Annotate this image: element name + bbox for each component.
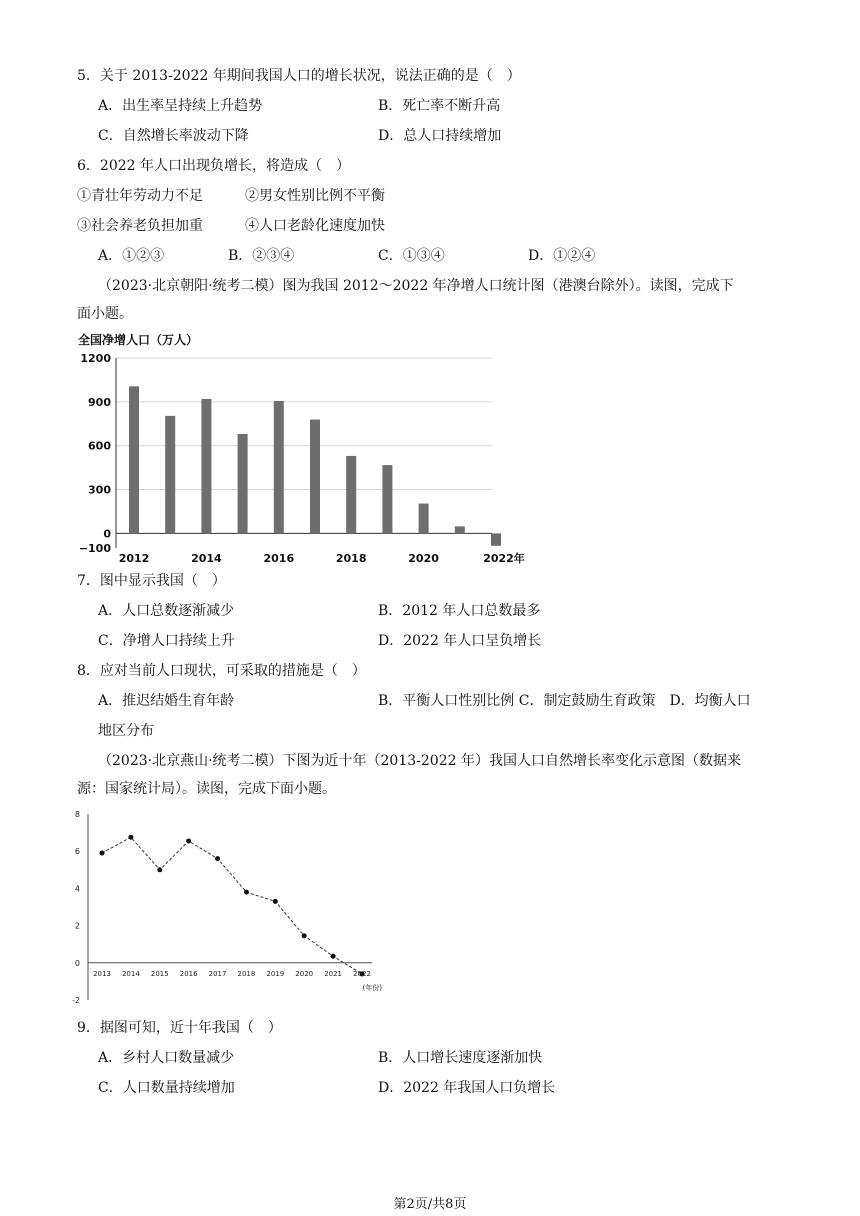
q7-option-b: B．2012 年人口总数最多	[378, 603, 541, 619]
data-point	[273, 899, 278, 904]
q5-option-d: D．总人口持续增加	[378, 128, 502, 144]
q8-option-a: A．推迟结婚生育年龄	[98, 693, 235, 709]
bar	[310, 420, 320, 534]
intro1-line1: （2023·北京朝阳·统考二模）图为我国 2012～2022 年净增人口统计图（港澳台除外）。读图，完成下	[98, 278, 734, 294]
y-tick-label: 0	[74, 958, 80, 968]
data-point	[157, 867, 162, 872]
q6-option-b: B．②③④	[228, 248, 295, 264]
net-population-bar-chart	[76, 330, 525, 570]
data-point	[128, 835, 133, 840]
data-point	[331, 954, 336, 959]
bar	[419, 504, 429, 534]
x-axis-label: (年份)	[362, 983, 382, 992]
x-tick-label: 2016	[179, 969, 198, 978]
bar	[274, 401, 284, 533]
x-tick-label: 2012	[118, 552, 150, 565]
bar	[491, 533, 501, 545]
q6-statement-2: ②男女性别比例不平衡	[245, 188, 385, 204]
data-point	[215, 856, 220, 861]
page-number: 第2页/共8页	[393, 1197, 467, 1212]
y-tick-label: 2	[74, 921, 80, 931]
y-tick-label: -2	[72, 996, 80, 1005]
data-point	[100, 851, 105, 856]
q6-statement-1: ①青壮年劳动力不足	[77, 188, 203, 204]
x-tick-label: 2022	[353, 969, 371, 978]
x-tick-label: 2018	[335, 552, 367, 565]
intro2-line1: （2023·北京燕山·统考二模）下图为近十年（2013-2022 年）我国人口自然增长率变化示意图（数据来	[98, 753, 741, 769]
y-tick-label: 6	[74, 847, 80, 857]
data-point	[302, 933, 307, 938]
intro1-line2: 面小题。	[77, 306, 133, 322]
data-point	[186, 838, 191, 843]
x-tick-label: 2018	[237, 969, 256, 978]
q6-option-a: A．①②③	[98, 248, 165, 264]
q7-option-d: D．2022 年人口呈负增长	[378, 633, 542, 649]
data-point	[244, 890, 249, 895]
q8-options-bcd: B．平衡人口性别比例 C．制定鼓励生育政策 D．均衡人口	[378, 693, 751, 709]
q7-stem: 7．图中显示我国（ ）	[77, 573, 226, 589]
q7-option-a: A．人口总数逐渐减少	[98, 603, 235, 619]
q5-option-c: C．自然增长率波动下降	[98, 128, 249, 144]
q6-option-c: C．①③④	[378, 248, 445, 264]
y-tick-label: 300	[88, 483, 111, 497]
q6-statement-4: ④人口老龄化速度加快	[245, 218, 385, 234]
q9-stem: 9．据图可知，近十年我国（ ）	[77, 1020, 282, 1036]
q9-option-d: D．2022 年我国人口负增长	[378, 1080, 556, 1096]
x-tick-label: 2015	[150, 969, 169, 978]
bar	[346, 456, 356, 533]
x-tick-label: 2014	[191, 552, 222, 565]
q8-stem: 8．应对当前人口现状，可采取的措施是（ ）	[77, 663, 366, 679]
y-tick-label: 8	[74, 810, 80, 819]
q5-stem: 5．关于 2013-2022 年期间我国人口的增长状况，说法正确的是（ ）	[77, 68, 521, 84]
x-tick-label: 2016	[263, 552, 295, 565]
q8-option-d-continued: 地区分布	[98, 723, 154, 739]
intro2-line2: 源：国家统计局）。读图，完成下面小题。	[77, 781, 336, 797]
bar	[129, 386, 139, 533]
x-tick-label: 2013	[93, 969, 111, 978]
q7-option-c: C．净增人口持续上升	[98, 633, 235, 649]
x-tick-label: 2014	[121, 969, 140, 978]
q6-statement-3: ③社会养老负担加重	[77, 218, 203, 234]
y-tick-label: 4	[74, 884, 80, 894]
natural-growth-rate-line-chart	[60, 806, 390, 1012]
q5-option-a: A．出生率呈持续上升趋势	[98, 98, 263, 114]
y-tick-label: 900	[88, 395, 111, 409]
bar	[382, 465, 392, 533]
bar	[165, 416, 175, 534]
q9-option-c: C．人口数量持续增加	[98, 1080, 235, 1096]
growth-rate-line	[102, 837, 362, 974]
y-tick-label: 600	[88, 439, 111, 453]
q5-option-b: B．死亡率不断升高	[378, 98, 501, 114]
q6-option-d: D．①②④	[528, 248, 596, 264]
y-tick-label: 1200	[80, 352, 111, 365]
x-tick-label: 2019	[266, 969, 285, 978]
y-tick-label: 0	[103, 527, 111, 541]
q9-option-b: B．人口增长速度逐渐加快	[378, 1050, 543, 1066]
x-tick-label: 2022年	[483, 552, 525, 565]
y-tick-label: −100	[78, 542, 111, 555]
chart-title: 全国净增人口（万人）	[78, 333, 199, 347]
x-tick-label: 2017	[208, 969, 227, 978]
q6-stem: 6．2022 年人口出现负增长，将造成（ ）	[77, 158, 350, 174]
q9-option-a: A．乡村人口数量减少	[98, 1050, 235, 1066]
bar	[238, 434, 248, 533]
bar	[201, 399, 211, 533]
bar	[455, 526, 465, 533]
x-tick-label: 2020	[408, 552, 439, 565]
x-tick-label: 2020	[295, 969, 314, 978]
x-tick-label: 2021	[324, 969, 343, 978]
